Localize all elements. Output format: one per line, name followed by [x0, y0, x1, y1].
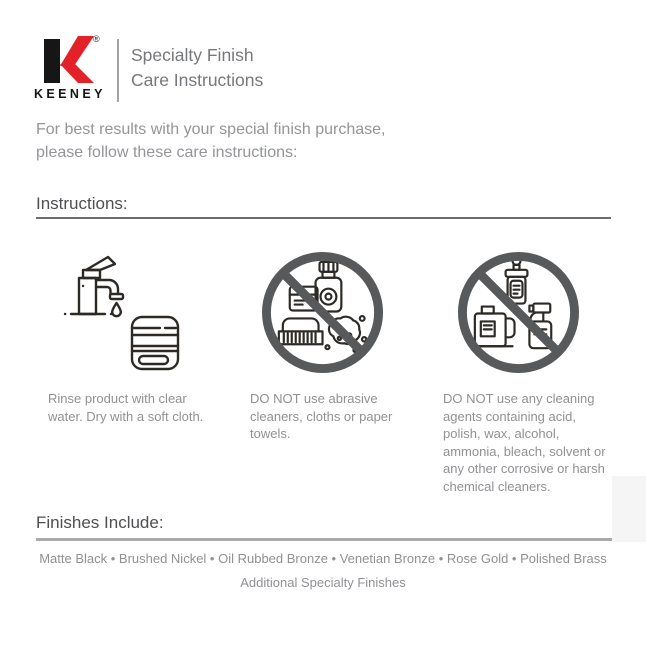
finishes-heading: Finishes Include: [36, 513, 164, 532]
instructions-heading: Instructions: [36, 194, 128, 213]
no-abrasive-cleaners-icon [260, 250, 385, 375]
caption-rinse: Rinse product with clear water. Dry with a soft cloth. [48, 391, 204, 424]
intro-paragraph [36, 119, 385, 164]
registered-trademark: ® [93, 34, 100, 44]
caption-no-abrasive: DO NOT use abrasive cleaners, cloths or paper towels. [250, 391, 393, 441]
page-edge-shade [612, 476, 646, 542]
caption-no-chemicals: DO NOT use any cleaning agents containing acid, polish, wax, alcohol, ammonia, bleach, solvent or any other corrosive or harsh chemical cleaners. [443, 391, 606, 494]
page-title [131, 43, 263, 92]
finishes-rule [36, 538, 612, 541]
page-title-line1: Specialty Finish [131, 45, 254, 65]
intro-line1: For best results with your special finish purchase, [36, 121, 386, 138]
intro-line2: please follow these care instructions: [36, 143, 298, 161]
finishes-list: Matte Black • Brushed Nickel • Oil Rubbed Bronze • Venetian Bronze • Rose Gold • Polished Brass [39, 551, 607, 566]
instructions-rule [36, 217, 611, 219]
page-title-line2: Care Instructions [131, 69, 264, 90]
keeney-logo-icon [40, 34, 98, 84]
faucet-rinse-icon [58, 247, 198, 382]
additional-finishes: Additional Specialty Finishes [240, 575, 406, 590]
header-divider [117, 39, 119, 102]
no-harsh-chemicals-icon [456, 250, 581, 375]
brand-name: KEENEY [34, 87, 106, 101]
